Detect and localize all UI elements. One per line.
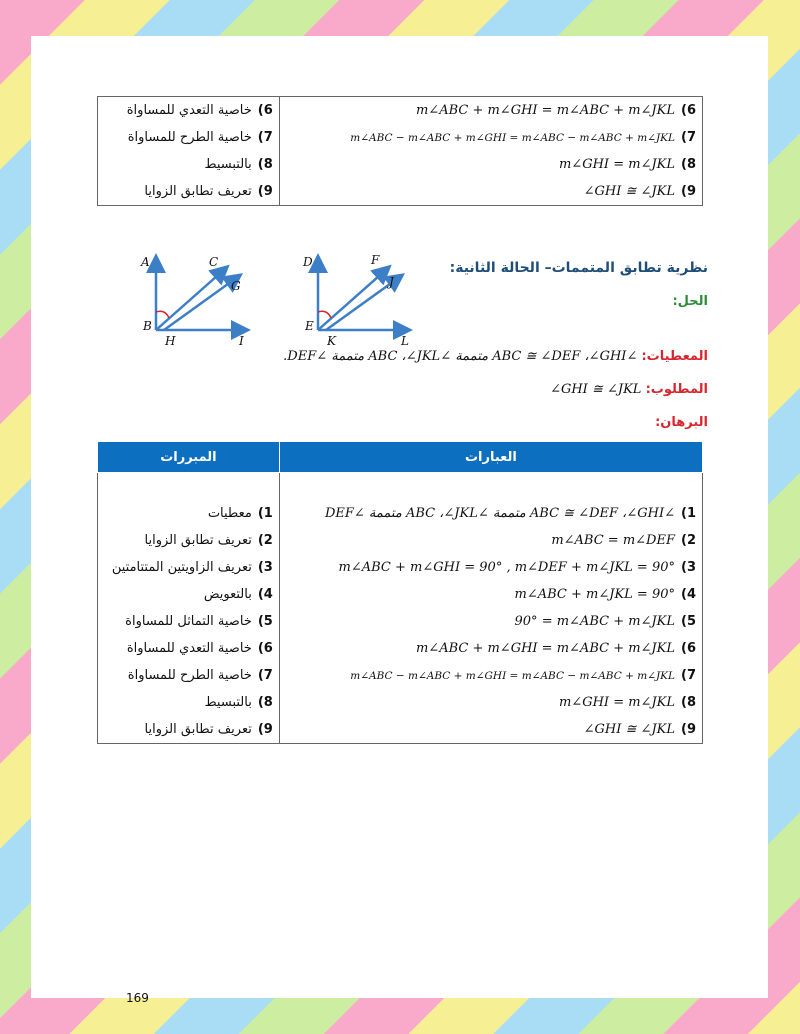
- label-K: K: [327, 334, 336, 346]
- reason-text: خاصية الطرح للمساواة: [127, 668, 252, 683]
- row-number: 7): [681, 130, 696, 145]
- label-E: E: [305, 319, 314, 333]
- row-number: 6): [681, 103, 696, 118]
- given-text: ∠ABC ≅ ∠DEF ،∠GHI متممة ∠ABC ،∠JKL متممة ∠DEF.: [283, 349, 638, 364]
- statement-cell: [279, 689, 702, 716]
- statement-text: m∠ABC + m∠GHI = 90° , m∠DEF + m∠JKL = 90°: [338, 560, 675, 575]
- statement-text: ∠GHI ≅ ∠JKL: [583, 184, 675, 199]
- label-B: B: [143, 319, 152, 333]
- statement-text: m∠GHI = m∠JKL: [558, 157, 675, 172]
- left-figure-lines: [156, 258, 246, 330]
- row-number: 1): [681, 506, 696, 521]
- statement-cell: [279, 554, 702, 581]
- row-number: 5): [681, 614, 696, 629]
- label-H: H: [165, 334, 176, 346]
- statement-text: m∠ABC + m∠JKL = 90°: [514, 587, 675, 602]
- reason-cell: [98, 124, 280, 151]
- proof-table: [97, 441, 703, 744]
- label-C: C: [209, 255, 219, 269]
- row-number: 2): [681, 533, 696, 548]
- statement-text: m∠ABC − m∠ABC + m∠GHI = m∠ABC − m∠ABC + m∠JKL: [350, 132, 675, 144]
- row-number: 9): [681, 184, 696, 199]
- reason-text: خاصية الطرح للمساواة: [127, 130, 252, 145]
- reason-cell: [98, 97, 280, 125]
- label-G: G: [231, 279, 241, 293]
- statement-cell: [279, 608, 702, 635]
- statement-cell: [279, 97, 702, 125]
- table-row: [98, 554, 703, 581]
- reason-cell: [98, 500, 280, 527]
- row-number: 9): [257, 722, 273, 737]
- table-row: [98, 689, 703, 716]
- table-row: [98, 581, 703, 608]
- statement-text: m∠ABC + m∠GHI = m∠ABC + m∠JKL: [415, 103, 675, 118]
- statement-text: ∠GHI ≅ ∠JKL: [583, 722, 675, 737]
- statement-text: m∠ABC = m∠DEF: [551, 533, 675, 548]
- row-number: 3): [257, 560, 273, 575]
- statement-text: m∠ABC − m∠ABC + m∠GHI = m∠ABC − m∠ABC + m∠JKL: [350, 670, 675, 682]
- statement-text: m∠GHI = m∠JKL: [558, 695, 675, 710]
- reason-cell: [98, 581, 280, 608]
- statement-cell: [279, 527, 702, 554]
- row-number: 8): [681, 695, 696, 710]
- reason-text: تعريف تطابق الزوايا: [144, 184, 252, 199]
- table-row: [98, 124, 703, 151]
- solution-label: الحل:: [672, 294, 708, 309]
- reason-cell: [98, 151, 280, 178]
- row-number: 4): [681, 587, 696, 602]
- reason-text: خاصية التعدي للمساواة: [126, 103, 252, 118]
- header-statements: العبارات: [279, 442, 702, 473]
- label-A: A: [141, 255, 150, 269]
- page: [31, 36, 768, 1005]
- reason-cell: [98, 527, 280, 554]
- label-D: D: [303, 255, 313, 269]
- proof-label: البرهان:: [655, 415, 708, 430]
- header-reasons: المبررات: [98, 442, 280, 473]
- row-number: 6): [681, 641, 696, 656]
- statement-cell: [279, 581, 702, 608]
- statement-text: ∠ABC ≅ ∠DEF ،∠GHI متممة ∠ABC ،∠JKL متممة ∠DEF: [324, 506, 675, 521]
- statement-cell: [279, 662, 702, 689]
- reason-text: تعريف الزاويتين المتتامتين: [111, 560, 252, 575]
- required-label: المطلوب:: [645, 382, 708, 397]
- table-row: [98, 527, 703, 554]
- section-title: نظرية تطابق المتممات– الحالة الثانية:: [449, 260, 708, 276]
- table-row: [98, 635, 703, 662]
- table-row: [98, 97, 703, 125]
- statement-cell: [279, 716, 702, 744]
- given-line: [283, 349, 708, 364]
- statement-cell: [279, 124, 702, 151]
- given-label: المعطيات:: [641, 349, 708, 364]
- label-I: I: [239, 334, 244, 346]
- reason-cell: [98, 178, 280, 206]
- row-number: 4): [257, 587, 273, 602]
- statement-cell: [279, 178, 702, 206]
- right-figure-lines: [318, 258, 408, 330]
- reason-cell: [98, 689, 280, 716]
- reason-text: بالتبسيط: [204, 157, 252, 172]
- top-proof-table: [97, 96, 703, 206]
- required-line: [550, 382, 708, 397]
- reason-cell: [98, 554, 280, 581]
- row-number: 5): [257, 614, 273, 629]
- statement-cell: [279, 635, 702, 662]
- row-number: 1): [257, 506, 273, 521]
- row-number: 6): [257, 103, 273, 118]
- reason-text: تعريف تطابق الزوايا: [144, 533, 252, 548]
- row-number: 2): [257, 533, 273, 548]
- row-number: 3): [681, 560, 696, 575]
- table-row: [98, 608, 703, 635]
- figure-left: [131, 246, 271, 346]
- reason-cell: [98, 635, 280, 662]
- reason-cell: [98, 716, 280, 744]
- reason-cell: [98, 608, 280, 635]
- row-number: 6): [257, 641, 273, 656]
- label-J: J: [389, 275, 394, 289]
- statement-text: m∠ABC + m∠GHI = m∠ABC + m∠JKL: [415, 641, 675, 656]
- reason-cell: [98, 662, 280, 689]
- row-number: 8): [681, 157, 696, 172]
- figure-right: [293, 246, 433, 346]
- required-text: ∠GHI ≅ ∠JKL: [550, 382, 642, 397]
- reason-text: خاصية التعدي للمساواة: [126, 641, 252, 656]
- row-number: 7): [681, 668, 696, 683]
- reason-text: تعريف تطابق الزوايا: [144, 722, 252, 737]
- statement-cell: [279, 151, 702, 178]
- table-row: [98, 500, 703, 527]
- table-row: [98, 178, 703, 206]
- label-L: L: [401, 334, 409, 346]
- reason-text: خاصية التماثل للمساواة: [125, 614, 252, 629]
- row-number: 7): [257, 668, 273, 683]
- label-F: F: [371, 253, 380, 267]
- row-number: 9): [681, 722, 696, 737]
- reason-text: معطيات: [207, 506, 252, 521]
- row-number: 7): [257, 130, 273, 145]
- row-number: 9): [257, 184, 273, 199]
- row-number: 8): [257, 695, 273, 710]
- reason-text: بالتعويض: [203, 587, 252, 602]
- table-row: [98, 662, 703, 689]
- statement-text: 90° = m∠ABC + m∠JKL: [514, 614, 675, 629]
- table-row: [98, 716, 703, 744]
- reason-text: بالتبسيط: [204, 695, 252, 710]
- table-row: [98, 151, 703, 178]
- statement-cell: [279, 500, 702, 527]
- page-number: 169: [126, 991, 149, 1005]
- row-number: 8): [257, 157, 273, 172]
